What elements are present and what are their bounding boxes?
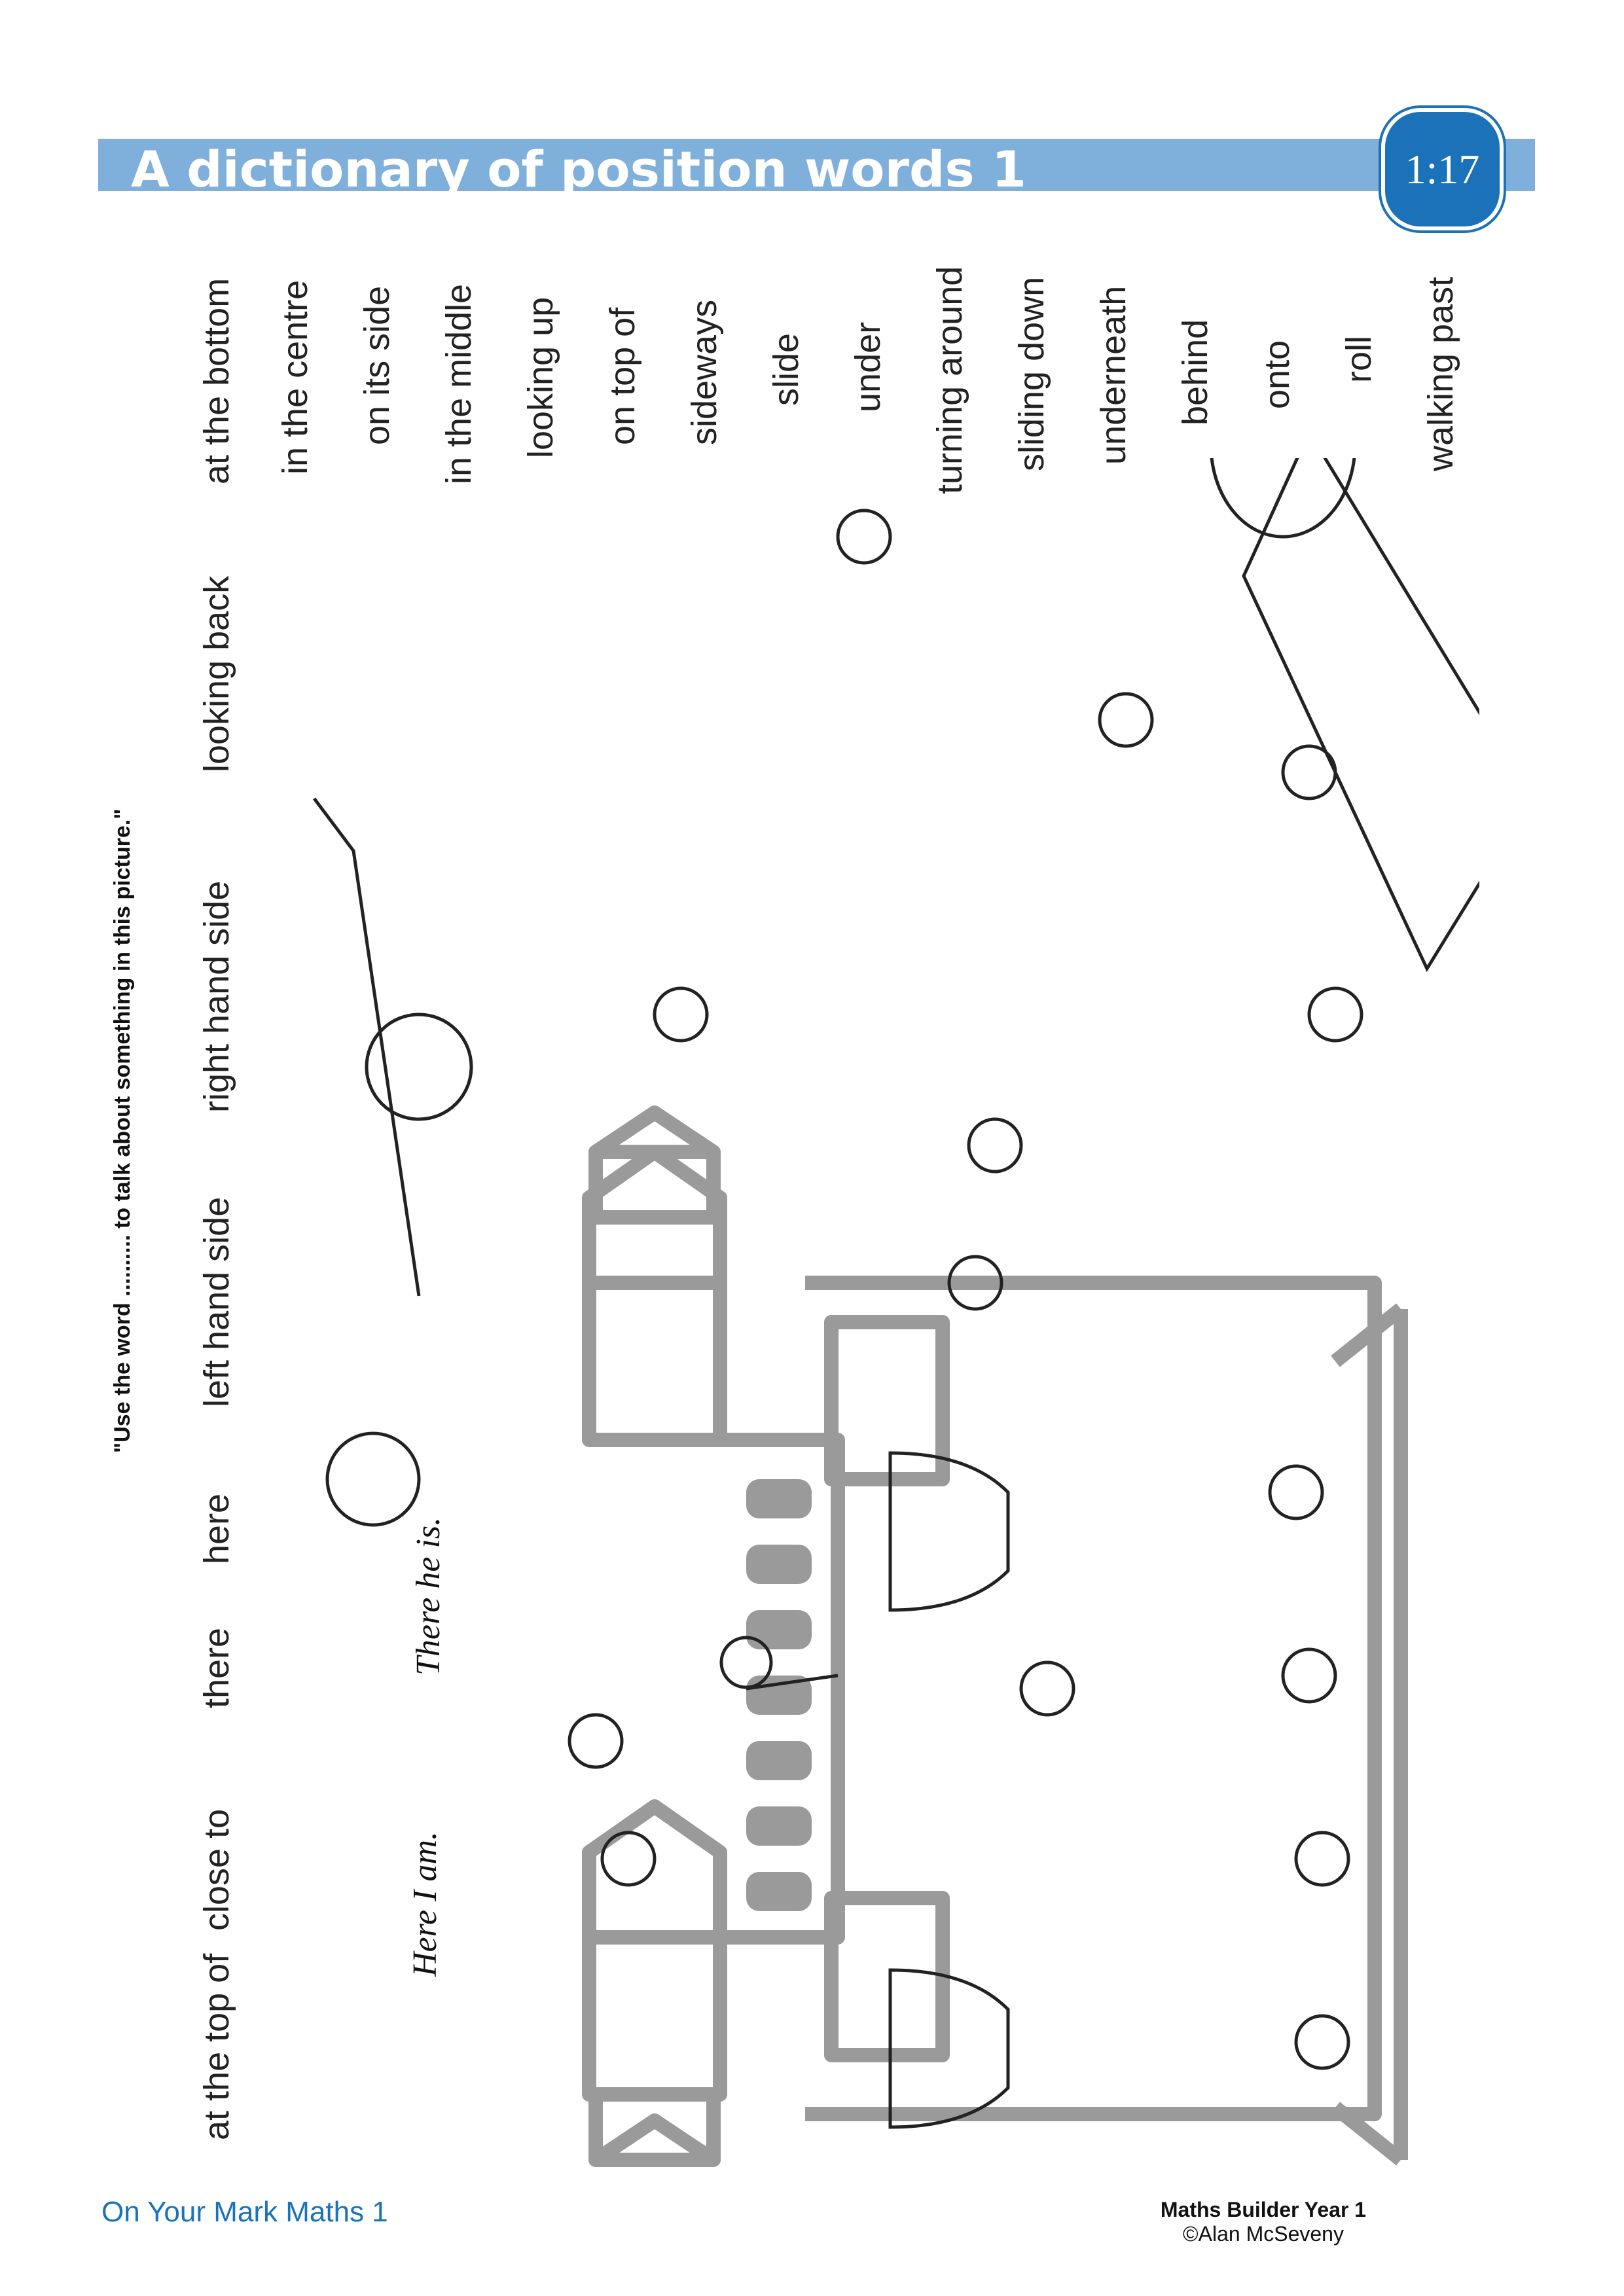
word-walking-past: walking past [1421,276,1460,471]
word-slide: slide [767,332,806,406]
speech-there-he-is: There he is. [410,1516,447,1676]
word-onto: onto [1257,340,1297,409]
page-title: A dictionary of position words 1 [131,140,1026,198]
title-bar [98,139,1535,198]
word-behind: behind [1176,319,1215,425]
word-sideways: sideways [685,299,724,445]
word-underneath: underneath [1094,285,1133,465]
word-on-its-side: on its side [357,285,397,445]
book-title: Maths Builder Year 1 [1160,2198,1367,2221]
castle-illustration [288,458,1479,2173]
word-roll: roll [1339,335,1379,383]
word-in-the-middle: in the middle [439,283,478,484]
page-number-badge [1381,108,1504,230]
word-close-to: close to [197,1808,236,1931]
word-there: there [197,1627,236,1708]
book-credit [1132,2198,1394,2246]
word-at-the-top-of: at the top of [197,1953,236,2140]
word-turning-around: turning around [930,266,969,494]
word-in-the-centre: in the centre [276,279,315,475]
word-looking-back: looking back [197,575,236,772]
word-under: under [848,321,888,412]
word-right-hand-side: right hand side [197,880,236,1113]
page-number: 1:17 [1405,145,1480,192]
word-here: here [197,1493,236,1564]
copyright: ©Alan McSeveny [1183,2222,1344,2246]
instruction-text: "Use the word .......... to talk about something in this picture." [110,808,135,1453]
word-left-hand-side: left hand side [197,1196,236,1407]
series-name: On Your Mark Maths 1 [101,2196,388,2228]
word-on-top-of: on top of [603,307,642,445]
speech-here-i-am: Here I am. [406,1831,444,1977]
word-sliding-down: sliding down [1012,276,1051,471]
word-at-the-bottom: at the bottom [197,278,236,484]
word-looking-up: looking up [521,296,560,458]
